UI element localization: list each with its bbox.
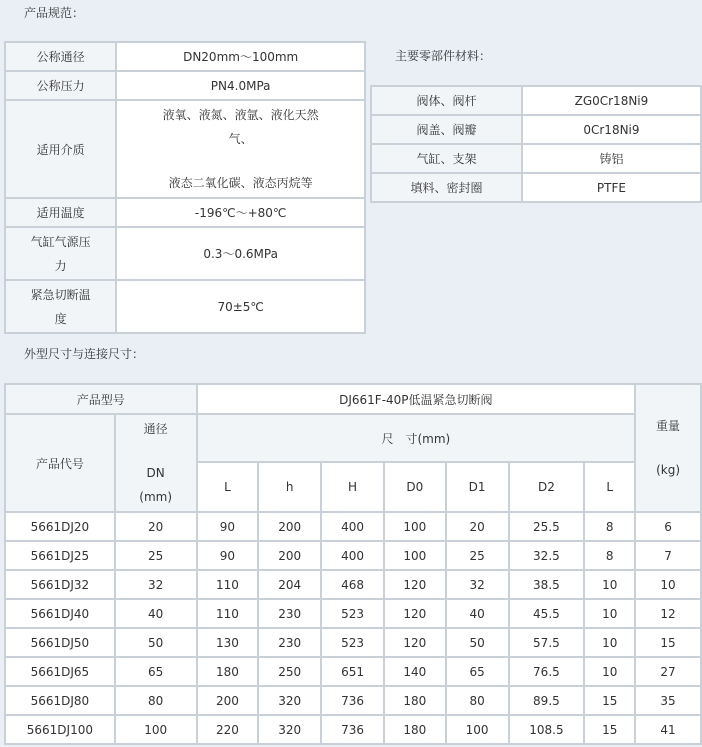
- dn-header: [115, 414, 197, 512]
- table-cell: 100: [384, 541, 446, 570]
- product-code-cell: 5661DJ80: [5, 686, 115, 715]
- col-header: h: [258, 462, 321, 512]
- product-code-cell: 5661DJ20: [5, 512, 115, 541]
- col-header: L: [584, 462, 635, 512]
- table-row: [5, 715, 701, 744]
- table-cell: 76.5: [509, 657, 585, 686]
- spec-value: DN20mm～100mm: [116, 42, 365, 71]
- model-row: [5, 384, 701, 414]
- table-cell: 8: [584, 541, 635, 570]
- col-header: D2: [509, 462, 585, 512]
- table-cell: 130: [197, 628, 259, 657]
- table-cell: 20: [446, 512, 509, 541]
- table-cell: 400: [321, 541, 384, 570]
- dimensions-table: [4, 383, 702, 745]
- product-code-cell: 5661DJ50: [5, 628, 115, 657]
- table-cell: 100: [115, 715, 197, 744]
- spec-value: 70±5℃: [116, 280, 365, 333]
- table-cell: 10: [584, 657, 635, 686]
- header-row: [5, 414, 701, 462]
- table-row: [5, 512, 701, 541]
- table-row: [5, 541, 701, 570]
- table-cell: 57.5: [509, 628, 585, 657]
- size-header: 尺 寸(mm): [197, 414, 636, 462]
- table-cell: 15: [584, 715, 635, 744]
- spec-label: 公称通径: [5, 42, 116, 71]
- table-cell: 6: [635, 512, 701, 541]
- table-cell: 65: [115, 657, 197, 686]
- table-cell: 120: [384, 570, 446, 599]
- weight-unit: (kg): [656, 463, 681, 477]
- table-cell: 468: [321, 570, 384, 599]
- spec-value-line: 液态二氧化碳、液态丙烷等: [168, 176, 313, 190]
- table-cell: 20: [115, 512, 197, 541]
- table-cell: 10: [584, 628, 635, 657]
- table-cell: 10: [635, 570, 701, 599]
- spec-row: [5, 71, 365, 100]
- table-cell: 110: [197, 599, 259, 628]
- table-cell: 40: [446, 599, 509, 628]
- table-cell: 400: [321, 512, 384, 541]
- spec-label: 适用温度: [5, 198, 116, 227]
- spec-label: 公称压力: [5, 71, 116, 100]
- table-cell: 65: [446, 657, 509, 686]
- table-cell: 230: [258, 599, 321, 628]
- part-name: 阀盖、阀瓣: [371, 115, 522, 144]
- table-cell: 80: [446, 686, 509, 715]
- material-row: [371, 144, 701, 173]
- table-cell: 90: [197, 512, 259, 541]
- spec-label: [5, 280, 116, 333]
- part-name: 填料、密封圈: [371, 173, 522, 202]
- table-row: [5, 599, 701, 628]
- table-cell: 200: [258, 512, 321, 541]
- col-header: D1: [446, 462, 509, 512]
- product-code-cell: 5661DJ32: [5, 570, 115, 599]
- code-header: 产品代号: [5, 414, 115, 512]
- table-cell: 32: [115, 570, 197, 599]
- material-row: [371, 173, 701, 202]
- table-cell: 100: [446, 715, 509, 744]
- spec-label-line: 紧急切断温: [30, 287, 91, 302]
- table-cell: 320: [258, 686, 321, 715]
- dn-label: 通径: [143, 422, 168, 436]
- table-cell: 38.5: [509, 570, 585, 599]
- table-cell: 120: [384, 599, 446, 628]
- table-cell: 89.5: [509, 686, 585, 715]
- product-code-cell: 5661DJ40: [5, 599, 115, 628]
- part-name: 阀体、阀杆: [371, 86, 522, 115]
- table-cell: 120: [384, 628, 446, 657]
- spec-value: [116, 100, 365, 198]
- product-spec-heading: 产品规范：: [24, 6, 85, 20]
- table-cell: 180: [384, 715, 446, 744]
- weight-header: [635, 384, 701, 512]
- table-cell: 45.5: [509, 599, 585, 628]
- table-cell: 200: [258, 541, 321, 570]
- table-cell: 41: [635, 715, 701, 744]
- product-code-cell: 5661DJ65: [5, 657, 115, 686]
- product-code-cell: 5661DJ100: [5, 715, 115, 744]
- dn-unit: (mm): [139, 490, 173, 504]
- table-row: [5, 628, 701, 657]
- spec-row: [5, 227, 365, 280]
- col-header: D0: [384, 462, 446, 512]
- table-cell: 80: [115, 686, 197, 715]
- spec-row: [5, 198, 365, 227]
- table-cell: 523: [321, 628, 384, 657]
- table-cell: 35: [635, 686, 701, 715]
- part-material: 0Cr18Ni9: [522, 115, 701, 144]
- table-cell: 32.5: [509, 541, 585, 570]
- spec-value: -196℃～+80℃: [116, 198, 365, 227]
- materials-heading: 主要零部件材料：: [395, 49, 492, 63]
- table-row: [5, 686, 701, 715]
- table-cell: 200: [197, 686, 259, 715]
- col-header: L: [197, 462, 259, 512]
- table-cell: 12: [635, 599, 701, 628]
- table-cell: 32: [446, 570, 509, 599]
- product-code-cell: 5661DJ25: [5, 541, 115, 570]
- table-cell: 25: [446, 541, 509, 570]
- spec-label: [5, 227, 116, 280]
- table-cell: 250: [258, 657, 321, 686]
- material-row: [371, 86, 701, 115]
- table-cell: 8: [584, 512, 635, 541]
- table-cell: 651: [321, 657, 384, 686]
- material-row: [371, 115, 701, 144]
- table-cell: 25: [115, 541, 197, 570]
- spec-value: 0.3～0.6MPa: [116, 227, 365, 280]
- table-cell: 180: [197, 657, 259, 686]
- table-cell: 320: [258, 715, 321, 744]
- model-label: 产品型号: [5, 384, 197, 414]
- table-cell: 50: [446, 628, 509, 657]
- spec-label-line: 气缸气源压: [30, 234, 91, 249]
- table-cell: 27: [635, 657, 701, 686]
- spec-value: PN4.0MPa: [116, 71, 365, 100]
- table-cell: 50: [115, 628, 197, 657]
- table-row: [5, 570, 701, 599]
- table-cell: 100: [384, 512, 446, 541]
- table-cell: 736: [321, 715, 384, 744]
- model-value: DJ661F-40P低温紧急切断阀: [197, 384, 636, 414]
- table-cell: 15: [584, 686, 635, 715]
- dimensions-heading: 外型尺寸与连接尺寸：: [24, 347, 145, 361]
- part-name: 气缸、支架: [371, 144, 522, 173]
- part-material: 铸铝: [522, 144, 701, 173]
- spec-label-line: 度: [54, 311, 67, 326]
- spec-label-line: 力: [54, 258, 67, 273]
- col-header: H: [321, 462, 384, 512]
- spec-row: [5, 100, 365, 198]
- table-cell: 25.5: [509, 512, 585, 541]
- product-spec-table: [4, 41, 366, 334]
- table-cell: 10: [584, 570, 635, 599]
- table-cell: 736: [321, 686, 384, 715]
- table-cell: 220: [197, 715, 259, 744]
- spec-value-line: 气、: [228, 132, 253, 146]
- table-cell: 10: [584, 599, 635, 628]
- spec-row: [5, 280, 365, 333]
- spec-value-line: 液氧、液氮、液氩、液化天然: [162, 108, 319, 122]
- spec-row: [5, 42, 365, 71]
- table-cell: 110: [197, 570, 259, 599]
- dn-symbol: DN: [146, 466, 165, 480]
- dimensions-body: [5, 512, 701, 744]
- materials-table: [370, 85, 702, 203]
- table-cell: 140: [384, 657, 446, 686]
- spec-label: 适用介质: [5, 100, 116, 198]
- table-cell: 204: [258, 570, 321, 599]
- table-cell: 523: [321, 599, 384, 628]
- table-cell: 108.5: [509, 715, 585, 744]
- table-row: [5, 657, 701, 686]
- part-material: PTFE: [522, 173, 701, 202]
- table-cell: 7: [635, 541, 701, 570]
- table-cell: 90: [197, 541, 259, 570]
- part-material: ZG0Cr18Ni9: [522, 86, 701, 115]
- table-cell: 15: [635, 628, 701, 657]
- table-cell: 40: [115, 599, 197, 628]
- weight-label: 重量: [656, 419, 681, 433]
- table-cell: 230: [258, 628, 321, 657]
- table-cell: 180: [384, 686, 446, 715]
